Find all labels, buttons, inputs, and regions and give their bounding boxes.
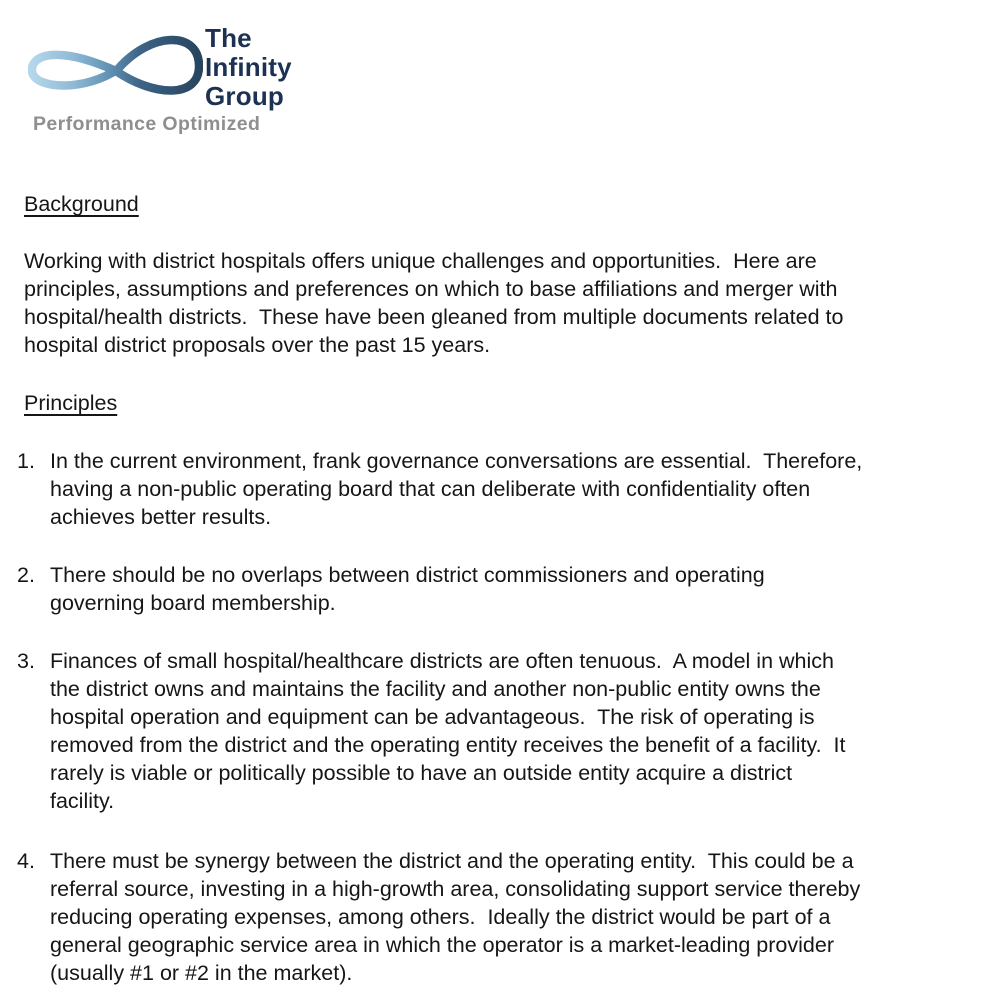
text-line: principles, assumptions and preferences on which to base affiliations and merger with bbox=[24, 277, 838, 301]
principles-item-3 bbox=[0, 647, 975, 815]
list-item-text bbox=[50, 447, 975, 531]
text-line: In the current environment, frank governance conversations are essential. Therefore, bbox=[50, 449, 863, 473]
principles-item-4 bbox=[0, 847, 975, 987]
text-line: hospital/health districts. These have been gleaned from multiple documents related to bbox=[24, 305, 844, 329]
text-line: referral source, investing in a high-growth area, consolidating support service thereby bbox=[50, 877, 861, 901]
list-number: 2. bbox=[17, 563, 35, 587]
principles-heading: Principles bbox=[24, 391, 118, 415]
text-line: (usually #1 or #2 in the market). bbox=[50, 961, 353, 985]
text-line: Finances of small hospital/healthcare districts are often tenuous. A model in which bbox=[50, 649, 834, 673]
list-item-text bbox=[50, 647, 975, 815]
list-item-text bbox=[50, 847, 975, 987]
text-line: There should be no overlaps between district commissioners and operating bbox=[50, 563, 765, 587]
text-line: removed from the district and the operating entity receives the benefit of a facility. It bbox=[50, 733, 846, 757]
brand-line-the: The bbox=[205, 23, 252, 53]
text-line: There must be synergy between the district and the operating entity. This could be a bbox=[50, 849, 854, 873]
text-line: rarely is viable or politically possible to have an outside entity acquire a district bbox=[50, 761, 793, 785]
list-item-text bbox=[50, 561, 975, 617]
text-line: general geographic service area in which the operator is a market-leading provider bbox=[50, 933, 834, 957]
brand-line-group: Group bbox=[205, 81, 284, 111]
list-number: 4. bbox=[17, 849, 35, 873]
text-line: reducing operating expenses, among others. Ideally the district would be part of a bbox=[50, 905, 831, 929]
principles-item-1 bbox=[0, 447, 975, 531]
background-paragraph bbox=[24, 247, 975, 359]
text-line: hospital district proposals over the past 15 years. bbox=[24, 333, 491, 357]
principles-item-2 bbox=[0, 561, 975, 617]
text-line: achieves better results. bbox=[50, 505, 272, 529]
brand-tagline: Performance Optimized bbox=[33, 113, 261, 135]
text-line: hospital operation and equipment can be advantageous. The risk of operating is bbox=[50, 705, 815, 729]
text-line: Working with district hospitals offers unique challenges and opportunities. Here are bbox=[24, 249, 817, 273]
text-line: the district owns and maintains the facility and another non-public entity owns the bbox=[50, 677, 821, 701]
brand-line-infinity: Infinity bbox=[205, 52, 292, 82]
list-number: 3. bbox=[17, 649, 35, 673]
background-heading: Background bbox=[24, 192, 139, 216]
text-line: having a non-public operating board that can deliberate with confidentiality often bbox=[50, 477, 811, 501]
list-number: 1. bbox=[17, 449, 35, 473]
text-line: governing board membership. bbox=[50, 591, 336, 615]
text-line: facility. bbox=[50, 789, 115, 813]
